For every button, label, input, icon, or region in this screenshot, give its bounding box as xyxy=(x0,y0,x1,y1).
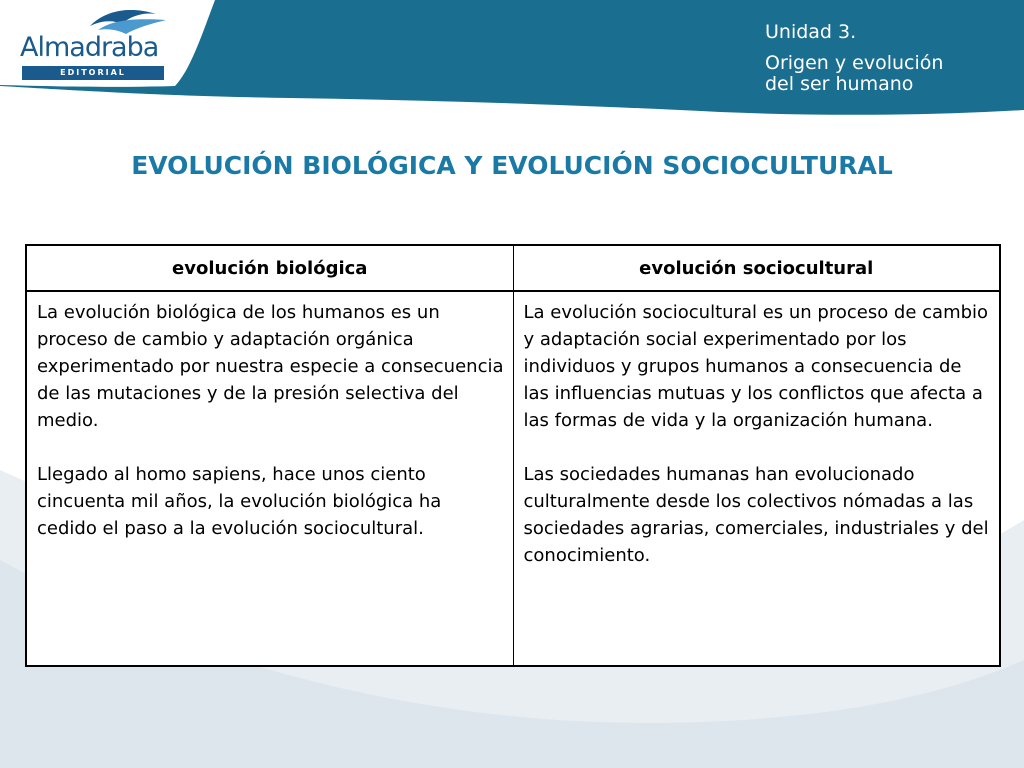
comparison-table xyxy=(25,244,1001,667)
cell-sociocultural xyxy=(513,291,1000,666)
sociocultural-paragraph-2: Las sociedades humanas han evolucionado culturalmente desde los colectivos nómadas a las sociedades agrarias, comerciales, industriales y del conocimiento. xyxy=(523,464,989,566)
header-biological: evolución biológica xyxy=(26,245,513,291)
unit-subtitle: Origen y evolución del ser humano xyxy=(765,52,944,95)
biological-paragraph-1: La evolución biológica de los humanos es un proceso de cambio y adaptación orgánica experimentado por nuestra especie a consecuencia de las mutaciones y de la presión selectiva del medio. xyxy=(37,302,504,431)
header-sociocultural: evolución sociocultural xyxy=(513,245,1000,291)
table-row xyxy=(26,291,1000,666)
cell-biological xyxy=(26,291,513,666)
table-header-row xyxy=(26,245,1000,291)
logo-subtitle: EDITORIAL xyxy=(22,66,164,80)
logo-wordmark: Almadraba xyxy=(20,32,159,63)
sociocultural-paragraph-1: La evolución sociocultural es un proceso de cambio y adaptación social experimentado por los individuos y grupos humanos a consecuencia de las influencias mutuas y los conflictos que afecta a las formas de vida y la organización humana. xyxy=(523,302,989,431)
unit-info xyxy=(765,20,1020,95)
slide-title: EVOLUCIÓN BIOLÓGICA Y EVOLUCIÓN SOCIOCULTURAL xyxy=(131,151,893,180)
logo xyxy=(18,6,170,80)
unit-label: Unidad 3. xyxy=(765,21,857,43)
biological-paragraph-2: Llegado al homo sapiens, hace unos ciento cincuenta mil años, la evolución biológica ha cedido el paso a la evolución sociocultural. xyxy=(37,464,442,539)
